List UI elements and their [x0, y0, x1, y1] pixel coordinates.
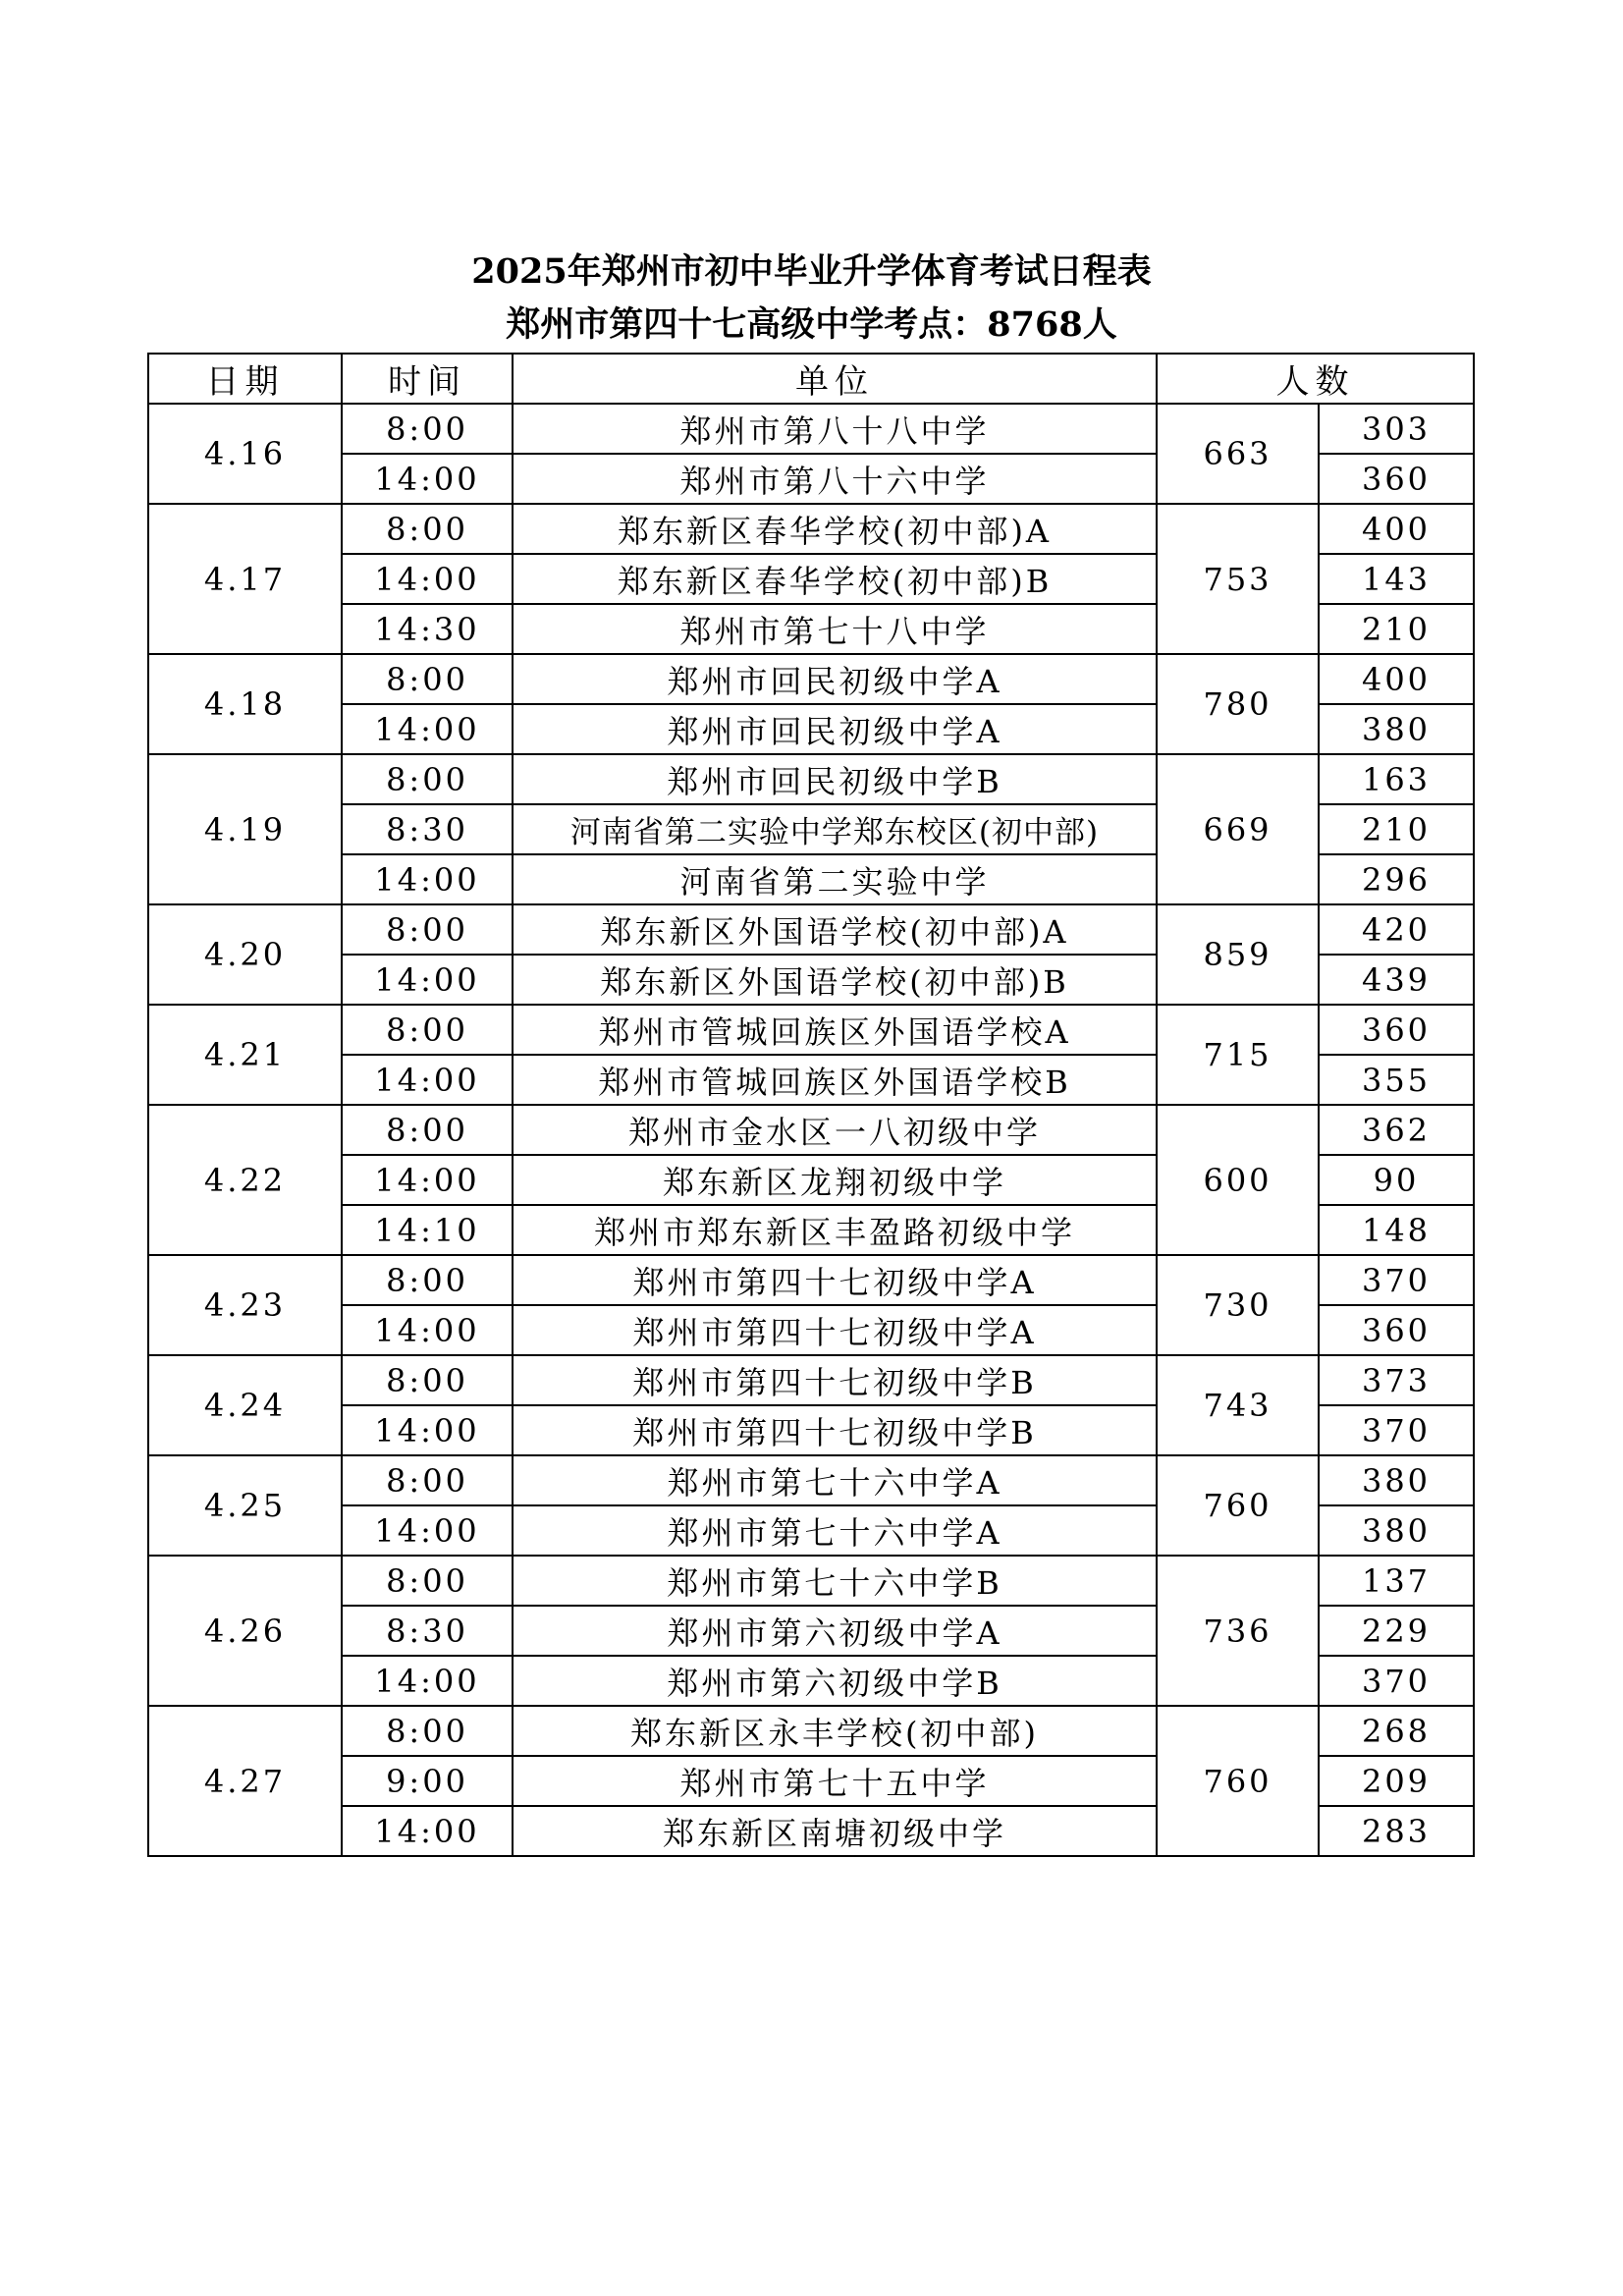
date-cell: 4.26 — [148, 1556, 342, 1706]
time-cell: 8:00 — [342, 1556, 513, 1606]
day-total-cell: 663 — [1157, 404, 1319, 504]
time-cell: 9:00 — [342, 1756, 513, 1806]
session-count-cell: 143 — [1319, 554, 1474, 604]
date-cell: 4.18 — [148, 654, 342, 754]
unit-cell: 郑州市第四十七初级中学B — [513, 1355, 1157, 1405]
time-cell: 8:00 — [342, 904, 513, 955]
session-count-cell: 296 — [1319, 854, 1474, 904]
unit-cell: 郑州市回民初级中学A — [513, 654, 1157, 704]
unit-cell: 郑州市第七十六中学B — [513, 1556, 1157, 1606]
session-count-cell: 362 — [1319, 1105, 1474, 1155]
unit-cell: 郑州市第七十六中学A — [513, 1455, 1157, 1505]
table-row — [148, 654, 1474, 704]
table-row — [148, 1005, 1474, 1055]
table-row — [148, 904, 1474, 955]
table-row — [148, 1455, 1474, 1505]
date-cell: 4.20 — [148, 904, 342, 1005]
date-cell: 4.27 — [148, 1706, 342, 1856]
time-cell: 14:00 — [342, 955, 513, 1005]
date-cell: 4.16 — [148, 404, 342, 504]
session-count-cell: 373 — [1319, 1355, 1474, 1405]
session-count-cell: 137 — [1319, 1556, 1474, 1606]
day-total-cell: 760 — [1157, 1455, 1319, 1556]
time-cell: 14:00 — [342, 1055, 513, 1105]
unit-cell: 郑州市第八十六中学 — [513, 454, 1157, 504]
session-count-cell: 148 — [1319, 1205, 1474, 1255]
session-count-cell: 360 — [1319, 1005, 1474, 1055]
session-count-cell: 209 — [1319, 1756, 1474, 1806]
session-count-cell: 360 — [1319, 1305, 1474, 1355]
unit-cell: 郑东新区外国语学校(初中部)A — [513, 904, 1157, 955]
document-subtitle: 郑州市第四十七高级中学考点：8768人 — [506, 304, 1117, 345]
day-total-cell: 760 — [1157, 1706, 1319, 1856]
schedule-table — [147, 353, 1475, 1857]
time-cell: 8:00 — [342, 1255, 513, 1305]
table-row — [148, 1105, 1474, 1155]
unit-cell: 郑州市回民初级中学A — [513, 704, 1157, 754]
session-count-cell: 400 — [1319, 504, 1474, 554]
session-count-cell: 420 — [1319, 904, 1474, 955]
unit-cell: 郑州市第六初级中学A — [513, 1606, 1157, 1656]
table-row — [148, 404, 1474, 454]
day-total-cell: 669 — [1157, 754, 1319, 904]
header-unit: 单位 — [513, 354, 1157, 404]
time-cell: 14:00 — [342, 1405, 513, 1455]
day-total-cell: 715 — [1157, 1005, 1319, 1105]
session-count-cell: 210 — [1319, 804, 1474, 854]
time-cell: 14:10 — [342, 1205, 513, 1255]
time-cell: 8:00 — [342, 404, 513, 454]
unit-cell: 郑州市金水区一八初级中学 — [513, 1105, 1157, 1155]
session-count-cell: 360 — [1319, 454, 1474, 504]
unit-cell: 郑州市回民初级中学B — [513, 754, 1157, 804]
header-row — [148, 354, 1474, 404]
table-row — [148, 1255, 1474, 1305]
unit-cell: 郑州市第四十七初级中学A — [513, 1305, 1157, 1355]
session-count-cell: 370 — [1319, 1255, 1474, 1305]
document-title: 2025年郑州市初中毕业升学体育考试日程表 — [471, 251, 1152, 292]
table-row — [148, 1556, 1474, 1606]
table-row — [148, 504, 1474, 554]
date-cell: 4.22 — [148, 1105, 342, 1255]
session-count-cell: 380 — [1319, 1505, 1474, 1556]
unit-cell: 郑州市管城回族区外国语学校B — [513, 1055, 1157, 1105]
session-count-cell: 380 — [1319, 704, 1474, 754]
time-cell: 14:00 — [342, 1305, 513, 1355]
unit-cell: 郑州市第七十五中学 — [513, 1756, 1157, 1806]
unit-cell: 郑州市第八十八中学 — [513, 404, 1157, 454]
time-cell: 14:00 — [342, 1656, 513, 1706]
unit-cell: 郑东新区外国语学校(初中部)B — [513, 955, 1157, 1005]
session-count-cell: 90 — [1319, 1155, 1474, 1205]
day-total-cell: 780 — [1157, 654, 1319, 754]
unit-cell: 郑州市第七十六中学A — [513, 1505, 1157, 1556]
unit-cell: 郑州市第七十八中学 — [513, 604, 1157, 654]
unit-cell: 郑州市管城回族区外国语学校A — [513, 1005, 1157, 1055]
unit-cell: 河南省第二实验中学郑东校区(初中部) — [513, 804, 1157, 854]
time-cell: 8:00 — [342, 1355, 513, 1405]
time-cell: 8:00 — [342, 1706, 513, 1756]
time-cell: 8:00 — [342, 1455, 513, 1505]
date-cell: 4.19 — [148, 754, 342, 904]
time-cell: 14:00 — [342, 854, 513, 904]
session-count-cell: 439 — [1319, 955, 1474, 1005]
time-cell: 14:00 — [342, 1505, 513, 1556]
unit-cell: 郑东新区永丰学校(初中部) — [513, 1706, 1157, 1756]
unit-cell: 郑东新区南塘初级中学 — [513, 1806, 1157, 1856]
unit-cell: 郑州市郑东新区丰盈路初级中学 — [513, 1205, 1157, 1255]
session-count-cell: 283 — [1319, 1806, 1474, 1856]
session-count-cell: 380 — [1319, 1455, 1474, 1505]
table-row — [148, 1355, 1474, 1405]
day-total-cell: 743 — [1157, 1355, 1319, 1455]
time-cell: 14:00 — [342, 1806, 513, 1856]
unit-cell: 郑州市第四十七初级中学A — [513, 1255, 1157, 1305]
session-count-cell: 268 — [1319, 1706, 1474, 1756]
time-cell: 14:00 — [342, 1155, 513, 1205]
unit-cell: 河南省第二实验中学 — [513, 854, 1157, 904]
time-cell: 8:00 — [342, 504, 513, 554]
day-total-cell: 736 — [1157, 1556, 1319, 1706]
time-cell: 14:00 — [342, 554, 513, 604]
unit-cell: 郑州市第四十七初级中学B — [513, 1405, 1157, 1455]
time-cell: 14:00 — [342, 704, 513, 754]
day-total-cell: 730 — [1157, 1255, 1319, 1355]
unit-cell: 郑东新区龙翔初级中学 — [513, 1155, 1157, 1205]
unit-cell: 郑州市第六初级中学B — [513, 1656, 1157, 1706]
table-row — [148, 754, 1474, 804]
session-count-cell: 400 — [1319, 654, 1474, 704]
time-cell: 8:00 — [342, 654, 513, 704]
header-date: 日期 — [148, 354, 342, 404]
time-cell: 8:00 — [342, 1005, 513, 1055]
day-total-cell: 859 — [1157, 904, 1319, 1005]
date-cell: 4.24 — [148, 1355, 342, 1455]
session-count-cell: 163 — [1319, 754, 1474, 804]
date-cell: 4.21 — [148, 1005, 342, 1105]
time-cell: 8:00 — [342, 754, 513, 804]
time-cell: 14:30 — [342, 604, 513, 654]
table-row — [148, 1706, 1474, 1756]
session-count-cell: 303 — [1319, 404, 1474, 454]
day-total-cell: 753 — [1157, 504, 1319, 654]
time-cell: 14:00 — [342, 454, 513, 504]
header-time: 时间 — [342, 354, 513, 404]
session-count-cell: 370 — [1319, 1656, 1474, 1706]
header-count: 人数 — [1157, 354, 1474, 404]
session-count-cell: 210 — [1319, 604, 1474, 654]
unit-cell: 郑东新区春华学校(初中部)B — [513, 554, 1157, 604]
day-total-cell: 600 — [1157, 1105, 1319, 1255]
session-count-cell: 229 — [1319, 1606, 1474, 1656]
time-cell: 8:00 — [342, 1105, 513, 1155]
session-count-cell: 355 — [1319, 1055, 1474, 1105]
time-cell: 8:30 — [342, 1606, 513, 1656]
date-cell: 4.25 — [148, 1455, 342, 1556]
session-count-cell: 370 — [1319, 1405, 1474, 1455]
time-cell: 8:30 — [342, 804, 513, 854]
unit-cell: 郑东新区春华学校(初中部)A — [513, 504, 1157, 554]
date-cell: 4.17 — [148, 504, 342, 654]
date-cell: 4.23 — [148, 1255, 342, 1355]
